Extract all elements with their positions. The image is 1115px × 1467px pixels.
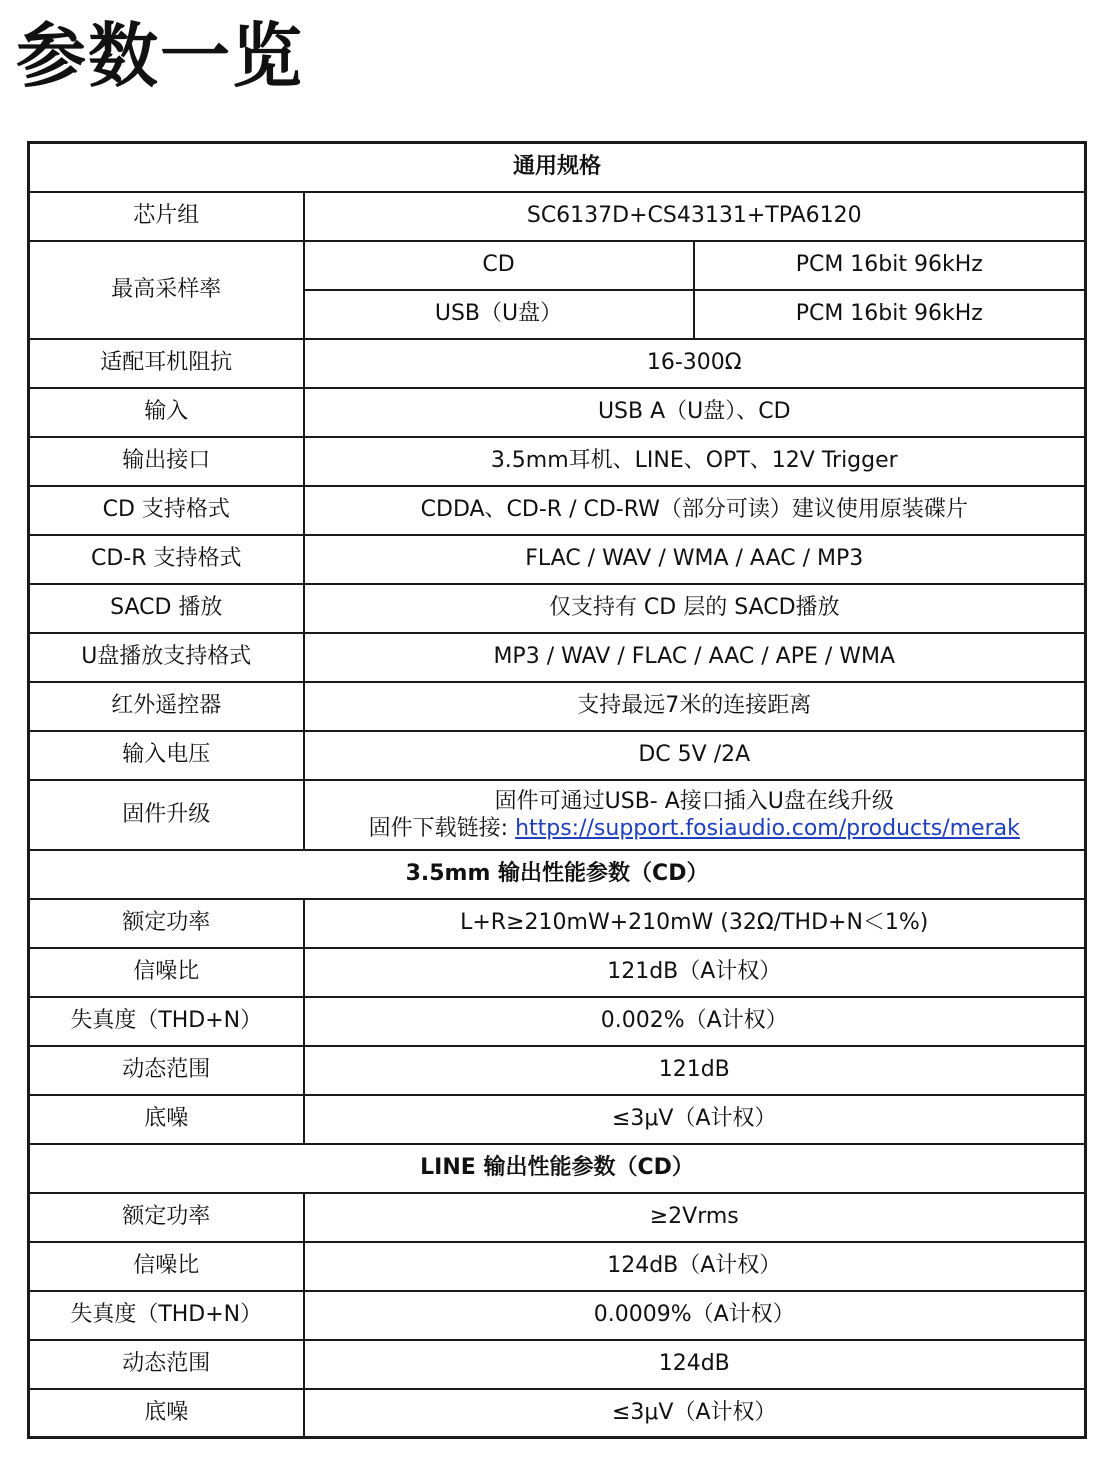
row-label: 动态范围 [29,1046,304,1095]
table-row [29,1046,1086,1095]
section-header-row [29,850,1086,899]
table-row [29,899,1086,948]
row-value: FLAC / WAV / WMA / AAC / MP3 [304,535,1086,584]
firmware-cell [304,780,1086,850]
row-label: SACD 播放 [29,584,304,633]
row-value: MP3 / WAV / FLAC / AAC / APE / WMA [304,633,1086,682]
section-title-headphone: 3.5mm 输出性能参数（CD） [29,850,1086,899]
table-row [29,1389,1086,1438]
table-row [29,241,1086,290]
table-row [29,1242,1086,1291]
spec-table [27,141,1087,1439]
row-value: SC6137D+CS43131+TPA6120 [304,192,1086,241]
row-label: 芯片组 [29,192,304,241]
row-value: 仅支持有 CD 层的 SACD播放 [304,584,1086,633]
sample-source-usb: USB（U盘） [304,290,694,339]
row-label: 底噪 [29,1095,304,1144]
table-row [29,682,1086,731]
table-row [29,486,1086,535]
row-label: U盘播放支持格式 [29,633,304,682]
row-value: 支持最远7米的连接距离 [304,682,1086,731]
table-row [29,633,1086,682]
table-row [29,997,1086,1046]
row-label: 失真度（THD+N） [29,1291,304,1340]
row-label: CD 支持格式 [29,486,304,535]
firmware-link-line [309,815,1081,842]
row-value: 121dB（A计权） [304,948,1086,997]
row-value: 16-300Ω [304,339,1086,388]
section-title-general: 通用规格 [29,143,1086,192]
row-label: 信噪比 [29,1242,304,1291]
table-row [29,1340,1086,1389]
row-value: 3.5mm耳机、LINE、OPT、12V Trigger [304,437,1086,486]
row-label: 失真度（THD+N） [29,997,304,1046]
table-row [29,437,1086,486]
row-value: USB A（U盘）、CD [304,388,1086,437]
section-header-row [29,1144,1086,1193]
row-label: 输入 [29,388,304,437]
table-row [29,535,1086,584]
row-label: 红外遥控器 [29,682,304,731]
firmware-download-link[interactable]: https://support.fosiaudio.com/products/merak [515,815,1020,841]
sample-value-usb: PCM 16bit 96kHz [694,290,1086,339]
row-label: CD-R 支持格式 [29,535,304,584]
row-value: L+R≥210mW+210mW (32Ω/THD+N＜1%) [304,899,1086,948]
firmware-description: 固件可通过USB- A接口插入U盘在线升级 [494,788,894,814]
sample-source-cd: CD [304,241,694,290]
row-label: 信噪比 [29,948,304,997]
row-value: 124dB [304,1340,1086,1389]
table-row [29,948,1086,997]
row-label: 固件升级 [29,780,304,850]
row-label: 额定功率 [29,1193,304,1242]
section-header-row [29,143,1086,192]
table-row [29,192,1086,241]
row-value: DC 5V /2A [304,731,1086,780]
row-label: 输入电压 [29,731,304,780]
row-value: CDDA、CD-R / CD-RW（部分可读）建议使用原装碟片 [304,486,1086,535]
row-value: 0.0009%（A计权） [304,1291,1086,1340]
table-row [29,1291,1086,1340]
table-row [29,1095,1086,1144]
table-row [29,339,1086,388]
row-value: ≤3μV（A计权） [304,1095,1086,1144]
table-row [29,731,1086,780]
row-value: ≤3μV（A计权） [304,1389,1086,1438]
firmware-link-prefix: 固件下载链接: [368,815,516,841]
row-value: 0.002%（A计权） [304,997,1086,1046]
row-value: 124dB（A计权） [304,1242,1086,1291]
table-row [29,584,1086,633]
row-label: 底噪 [29,1389,304,1438]
table-row [29,1193,1086,1242]
section-title-line: LINE 输出性能参数（CD） [29,1144,1086,1193]
row-label: 动态范围 [29,1340,304,1389]
row-label: 额定功率 [29,899,304,948]
row-label: 适配耳机阻抗 [29,339,304,388]
table-row [29,388,1086,437]
page-title: 参数一览 [16,15,304,97]
row-value: 121dB [304,1046,1086,1095]
row-label: 最高采样率 [29,241,304,339]
row-value: ≥2Vrms [304,1193,1086,1242]
sample-value-cd: PCM 16bit 96kHz [694,241,1086,290]
table-row [29,780,1086,850]
row-label: 输出接口 [29,437,304,486]
